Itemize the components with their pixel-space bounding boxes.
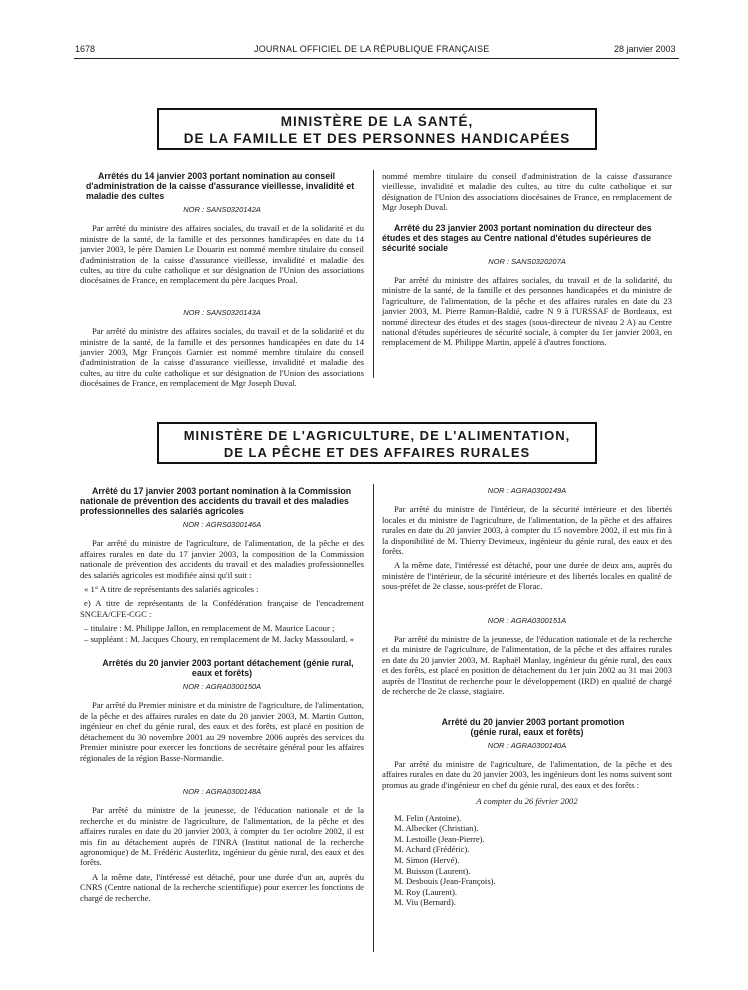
column-divider-bottom (373, 484, 374, 952)
paragraph: « 1° A titre de représentants des salariés agricoles : (84, 584, 259, 595)
ministry-health-line2: DE LA FAMILLE ET DES PERSONNES HANDICAPÉES (183, 131, 571, 146)
nor-reference (80, 787, 364, 797)
nor-code: AGRS0300146A (205, 520, 262, 529)
paragraph-continued: nommé membre titulaire du conseil d'administration de la caisse d'assurance vieillesse, invalidité et maladie des cultes, au titre du culte catholique et sur désignation de l'Union des associations diocésaines de France, en remplacement de Mgr Joseph Duval. (382, 171, 672, 213)
nor-reference (80, 205, 364, 215)
nor-code: AGRA0300151A (510, 615, 567, 625)
nor-reference (80, 308, 364, 318)
paragraph: Par arrêté du ministre des affaires sociales, du travail et de la solidarité et du ministre de la santé, de la famille et des personnes handicapées en date du 14 janvier 2003, le père Damien Le Douarin est nommé membre titulaire du conseil d'administration de la caisse d'assurance vieillesse, invalidité et maladie des cultes, au titre du culte catholique et sur désignation de l'Union des associations diocésaines de France, en remplacement du père Jacques Proal. (80, 223, 364, 286)
paragraph: Par arrêté du ministre de l'agriculture, de l'alimentation, de la pêche et des affaires rurales en date du 20 janvier 2003, les ingénieurs dont les noms suivent sont promus au grade d'ingénieur en chef du génie rural, des eaux et des forêts : (382, 758, 672, 790)
nor-code: AGRA0300149A (510, 486, 567, 495)
column-divider-top (373, 170, 374, 378)
list-item: M. Desbouis (Jean-François). (394, 876, 496, 887)
section-cnesss-right (382, 171, 672, 352)
list-item: M. Lestoille (Jean-Pierre). (394, 833, 485, 844)
paragraph: Par arrêté du ministre de l'agriculture, de l'alimentation, de la pêche et des affaires rurales en date du 17 janvier 2003, la composition de la Commission nationale de prévention des accidents du travail et des maladies professionnelles des salariés agricoles est modifiée ainsi qu'il suit : (80, 538, 364, 580)
nor-label: NOR : (487, 615, 509, 625)
agriculture-right-column (382, 486, 672, 908)
paragraph: Par arrêté du ministre de la jeunesse, de l'éducation nationale et de la recherche et du ministre de l'agriculture, de l'alimentation, de la pêche et des affaires rurales en date du 20 janvier 2003, à compter du 1er octobre 2002, il est mis fin au détachement auprès de l'INRA (Institut national de la recherche agronomique) de M. Frédéric Austerlitz, ingénieur du génie rural, des eaux et des forêts. (80, 805, 364, 868)
ministry-health-line1: MINISTÈRE DE LA SANTÉ, (280, 114, 474, 129)
nor-code: SANS0320143A (206, 307, 261, 317)
paragraph: A la même date, l'intéressé est détaché, pour une durée de deux ans, auprès du ministère de l'intérieur, de la sécurité intérieure et des libertés locales en qualité de sous-préfet de 2e classe, sous-préfet de Florac. (382, 560, 672, 592)
section-heading: Arrêté du 17 janvier 2003 portant nomination à la Commission nationale de prévention des accidents du travail et des maladies professionnelles des salariés agricoles (80, 486, 352, 516)
list-item: M. Albecker (Christian). (394, 823, 479, 834)
nor-code: SANS0320207A (511, 256, 566, 266)
nor-reference (382, 741, 672, 751)
list-item: M. Roy (Laurent). (394, 886, 458, 897)
ministry-agriculture-line2: DE LA PÊCHE ET DES AFFAIRES RURALES (223, 445, 531, 460)
ministry-health-box (157, 108, 597, 150)
list-item: – suppléant : M. Jacques Choury, en remplacement de M. Jacky Massoulard. » (84, 633, 355, 644)
paragraph: Par arrêté du ministre de l'intérieur, de la sécurité intérieure et des libertés locales et du ministre de l'agriculture, de l'alimentation, de la pêche et des affaires rurales en date du 20 janvier 2003, à compter du 15 novembre 2002, il est mis fin à la disponibilité de M. Thierry Devimeux, ingénieur du génie rural, des eaux et des forêts. (382, 504, 672, 557)
paragraph: Par arrêté du ministre de la jeunesse, de l'éducation nationale et de la recherche et du ministre de l'agriculture, de l'alimentation, de la pêche et des affaires rurales en date du 20 janvier 2003, M. Raphaël Manlay, ingénieur du génie rural, des eaux et des forêts, est placé en position de détachement du 1er juin 2002 au 31 mai 2003 auprès de l'Institut de recherche pour le développement (IRD) en qualité de chargé de recherche de 2e classe, stagiaire. (382, 634, 672, 697)
nor-reference (80, 520, 364, 530)
paragraph: Par arrêté du Premier ministre et du ministre de l'agriculture, de l'alimentation, de la pêche et des affaires rurales en date du 20 janvier 2003, M. Martin Gutton, ingénieur en chef du génie rural, des eaux et des forêts, est placé en position de détachement du 30 novembre 2001 au 29 novembre 2006 auprès des services du Premier ministre pour exercer les fonctions de secrétaire général pour les affaires régionales de la région Basse-Normandie. (80, 700, 364, 763)
nor-reference (382, 616, 672, 626)
list-item: – titulaire : M. Philippe Jallon, en remplacement de M. Maurice Lacour ; (84, 623, 335, 634)
list-item: M. Buisson (Laurent). (394, 865, 471, 876)
list-item: M. Viu (Bernard). (394, 897, 456, 908)
section-heading: Arrêté du 23 janvier 2003 portant nomination du directeur des études et des stages au Centre national d'études supérieures de sécurité sociale (382, 222, 652, 253)
nor-label: NOR : (487, 740, 509, 750)
nor-code: AGRA0300150A (205, 682, 262, 692)
list-item: M. Simon (Hervé). (394, 854, 460, 865)
section-heading: Arrêtés du 20 janvier 2003 portant détachement (génie rural, eaux et forêts) (102, 658, 354, 679)
list-item: M. Felin (Antoine). (394, 812, 462, 823)
nor-code: SANS0320142A (206, 205, 261, 214)
nor-reference (382, 486, 672, 496)
nor-label: NOR : (488, 256, 510, 266)
ministry-agriculture-line1: MINISTÈRE DE L'AGRICULTURE, DE L'ALIMENTATION, (183, 428, 571, 443)
nor-label: NOR : (487, 486, 509, 495)
agriculture-left-column (80, 486, 364, 907)
promoted-names-list (382, 813, 672, 908)
journal-title: JOURNAL OFFICIEL DE LA RÉPUBLIQUE FRANÇAISE (254, 44, 490, 54)
nor-code: AGRA0300140A (510, 740, 567, 750)
header-rule (74, 58, 679, 59)
effective-date: A compter du 26 février 2002 (476, 796, 578, 807)
section-heading: Arrêté du 20 janvier 2003 portant promotion (génie rural, eaux et forêts) (441, 716, 625, 737)
paragraph: Par arrêté du ministre des affaires sociales, du travail et de la solidarité, du ministre de la santé, de la famille et des personnes handicapées et du ministre de l'agriculture, de l'alimentation, de la pêche et des affaires rurales en date du 23 janvier 2003, M. Pierre Ramon-Baldié, cadre N 9 à l'URSSAF de Bordeaux, est nommé directeur des études et des stages (sous-directeur de niveau 2 A) au Centre national d'études supérieures de sécurité sociale, à compter du 1er janvier 2003, en remplacement de M. Philippe Martin, appelé à d'autres fonctions. (382, 275, 672, 348)
nor-reference (382, 257, 672, 267)
page-number: 1678 (75, 44, 96, 54)
paragraph: Par arrêté du ministre des affaires sociales, du travail et de la solidarité et du ministre de la santé, de la famille et des personnes handicapées en date du 14 janvier 2003, Mgr François Garnier est nommé membre titulaire du conseil d'administration de la caisse d'assurance vieillesse, invalidité et maladie des cultes, au titre du culte catholique et sur désignation de l'Union des associations diocésaines de France, en remplacement de Mgr Joseph Duval. (80, 326, 364, 389)
section-cultes-left (80, 171, 364, 389)
nor-label: NOR : (183, 205, 205, 214)
paragraph: A la même date, l'intéressé est détaché, pour une durée d'un an, auprès du CNRS (Centre national de la recherche scientifique) pour exercer les fonctions de chargé de recherche. (80, 871, 364, 903)
section-heading: Arrêtés du 14 janvier 2003 portant nomination au conseil d'administration de la caisse d'assurance vieillesse, invalidité et maladie des cultes (86, 171, 355, 201)
ministry-agriculture-box (157, 422, 597, 464)
nor-label: NOR : (183, 307, 205, 317)
issue-date: 28 janvier 2003 (614, 44, 676, 54)
nor-label: NOR : (182, 682, 204, 692)
representatives-list (80, 623, 364, 644)
nor-label: NOR : (182, 520, 204, 529)
paragraph: e) A titre de représentants de la Confédération française de l'encadrement SNCEA/CFE-CGC : (80, 598, 364, 619)
list-item: M. Achard (Frédéric). (394, 844, 470, 855)
nor-reference (80, 682, 364, 692)
nor-label: NOR : (182, 786, 204, 796)
nor-code: AGRA0300148A (205, 786, 262, 796)
